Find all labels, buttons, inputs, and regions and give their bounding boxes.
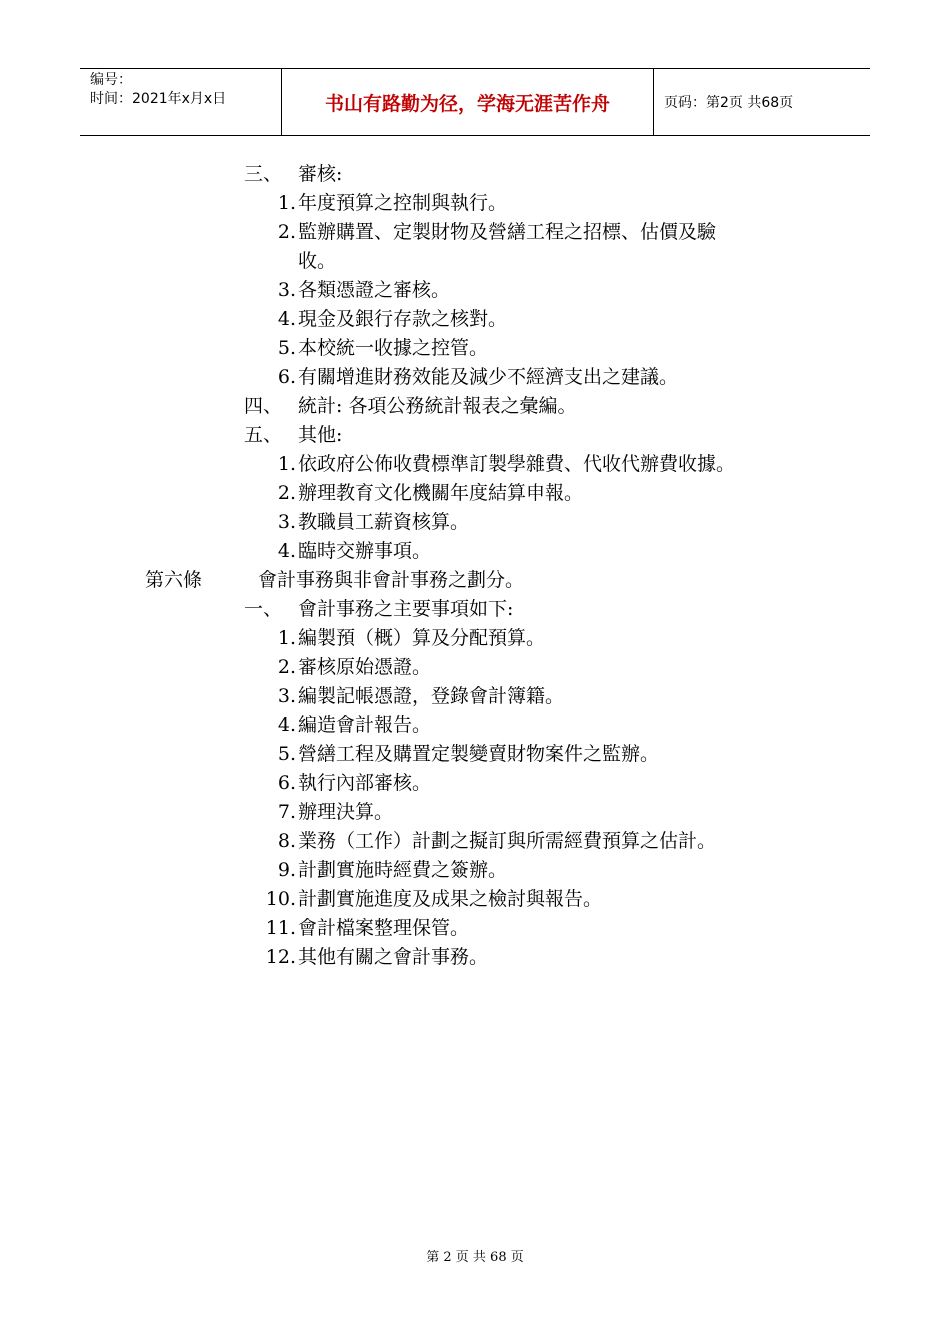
header-motto: 书山有路勤为径，学海无涯苦作舟 [282, 69, 654, 135]
item-number: 7. [277, 801, 296, 823]
item-number: 3. [277, 685, 296, 707]
item-number: 2. [277, 656, 296, 678]
list-item-text: 教職員工薪資核算。 [298, 511, 470, 533]
doc-time: 时间：2021年x月x日 [90, 91, 227, 107]
section-marker: 五、 [244, 424, 283, 446]
item-number: 5. [277, 337, 296, 359]
section-title: 審核: [298, 163, 343, 185]
item-number: 12. [265, 946, 296, 968]
list-item-text: 編製記帳憑證，登錄會計簿籍。 [298, 685, 565, 707]
list-item-text: 會計檔案整理保管。 [298, 917, 470, 939]
list-item-text: 業務（工作）計劃之擬訂與所需經費預算之估計。 [298, 830, 717, 852]
section-marker: 一、 [244, 598, 283, 620]
item-number: 3. [277, 511, 296, 533]
header-meta [80, 69, 282, 135]
item-number: 1. [277, 192, 296, 214]
item-number: 2. [277, 482, 296, 504]
section-title: 其他: [298, 424, 343, 446]
list-item-text: 本校統一收據之控管。 [298, 337, 489, 359]
list-item-text: 審核原始憑證。 [298, 656, 432, 678]
list-item-text: 監辦購置、定製財物及營繕工程之招標、估價及驗 [298, 221, 717, 243]
article-title: 會計事務與非會計事務之劃分。 [258, 569, 525, 591]
item-number: 3. [277, 279, 296, 301]
section-marker: 四、 [244, 395, 283, 417]
list-item-text: 臨時交辦事項。 [298, 540, 432, 562]
item-number: 4. [277, 714, 296, 736]
item-number: 6. [277, 772, 296, 794]
page-footer: 第 2 页 共 68 页 [426, 1250, 524, 1265]
item-number: 6. [277, 366, 296, 388]
section-title: 會計事務之主要事項如下: [298, 598, 514, 620]
item-number: 10. [265, 888, 296, 910]
section-title: 統計: 各項公務統計報表之彙編。 [298, 395, 577, 417]
list-item-text: 其他有關之會計事務。 [298, 946, 489, 968]
header-page-info: 页码：第2页 共68页 [664, 95, 794, 111]
list-item-text: 依政府公佈收費標準訂製學雜費、代收代辦費收據。 [298, 453, 736, 475]
list-item-text: 收。 [298, 250, 337, 272]
doc-number: 编号： [90, 72, 132, 88]
page-header [80, 68, 870, 136]
list-item-text: 執行內部審核。 [298, 772, 432, 794]
section-marker: 三、 [244, 163, 283, 185]
item-number: 4. [277, 308, 296, 330]
list-item-text: 計劃實施進度及成果之檢討與報告。 [298, 888, 603, 910]
item-number: 1. [277, 627, 296, 649]
list-item-text: 各類憑證之審核。 [298, 279, 451, 301]
item-number: 2. [277, 221, 296, 243]
list-item-text: 計劃實施時經費之簽辦。 [298, 859, 508, 881]
list-item-text: 編製預（概）算及分配預算。 [298, 627, 546, 649]
list-item-text: 年度預算之控制與執行。 [298, 192, 508, 214]
item-number: 9. [277, 859, 296, 881]
item-number: 1. [277, 453, 296, 475]
list-item-text: 辦理教育文化機關年度結算申報。 [298, 482, 584, 504]
list-item-text: 辦理決算。 [298, 801, 394, 823]
item-number: 11. [265, 917, 296, 939]
list-item-text: 編造會計報告。 [298, 714, 432, 736]
list-item-text: 營繕工程及購置定製變賣財物案件之監辦。 [298, 743, 660, 765]
list-item-text: 有關增進財務效能及減少不經濟支出之建議。 [298, 366, 679, 388]
article-label: 第六條 [145, 569, 203, 591]
item-number: 4. [277, 540, 296, 562]
item-number: 5. [277, 743, 296, 765]
list-item-text: 現金及銀行存款之核對。 [298, 308, 508, 330]
item-number: 8. [277, 830, 296, 852]
